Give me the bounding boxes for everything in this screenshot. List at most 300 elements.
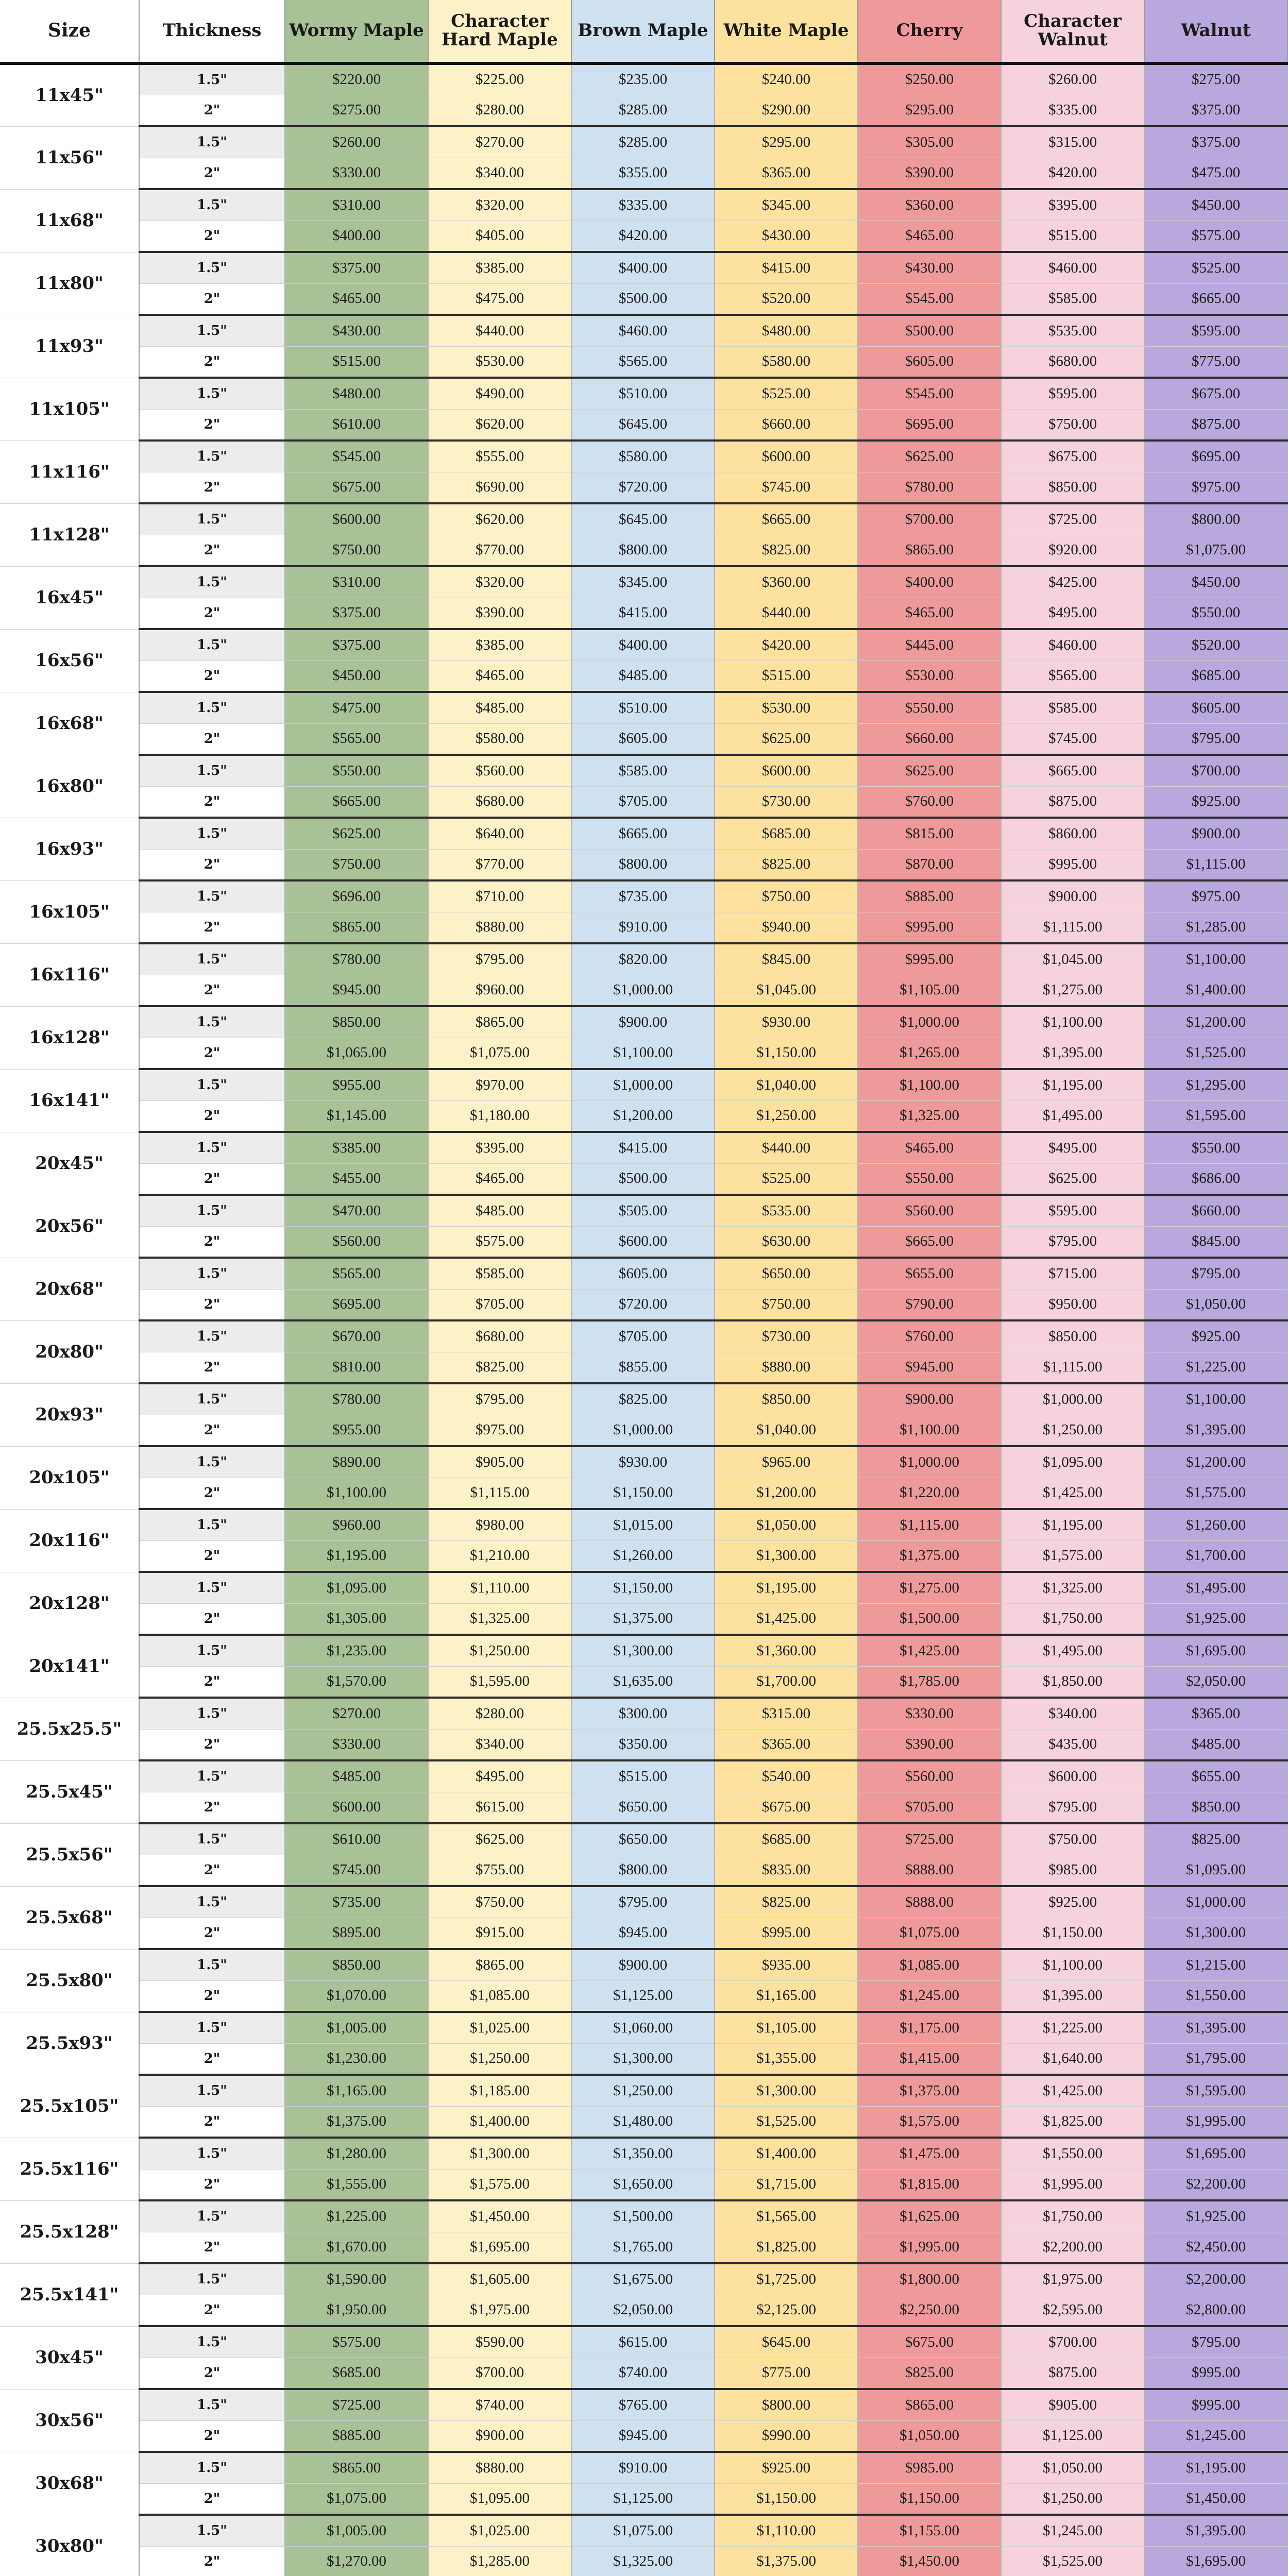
cherry-price-cell: $1,075.00: [858, 1918, 1001, 1949]
character-hard-maple-price-cell: $680.00: [428, 786, 571, 818]
table-row: [0, 2326, 1287, 2358]
character-walnut-price-cell: $625.00: [1001, 1163, 1144, 1195]
brown-maple-price-cell: $600.00: [571, 1226, 715, 1258]
size-cell: 16x141": [0, 1069, 139, 1132]
thickness-cell: 2": [139, 1918, 285, 1949]
character-hard-maple-price-cell: $590.00: [428, 2326, 571, 2358]
cherry-price-cell: $760.00: [858, 1320, 1001, 1352]
wormy-maple-price-cell: $1,095.00: [285, 1572, 428, 1603]
white-maple-price-cell: $1,400.00: [715, 2138, 858, 2169]
size-cell: 20x116": [0, 1509, 139, 1572]
brown-maple-price-cell: $1,300.00: [571, 2043, 715, 2075]
thickness-cell: 2": [139, 912, 285, 943]
table-row: [0, 2263, 1287, 2295]
walnut-price-cell: $995.00: [1144, 2389, 1287, 2420]
cherry-price-cell: $1,375.00: [858, 2075, 1001, 2106]
brown-maple-price-cell: $795.00: [571, 1886, 715, 1918]
wormy-maple-price-cell: $600.00: [285, 1792, 428, 1823]
character-walnut-price-cell: $315.00: [1001, 126, 1144, 158]
wormy-maple-price-cell: $696.00: [285, 880, 428, 912]
wormy-maple-price-cell: $865.00: [285, 2452, 428, 2483]
walnut-header-label: Walnut: [1181, 20, 1251, 41]
wormy-maple-price-cell: $310.00: [285, 189, 428, 221]
cherry-price-cell: $900.00: [858, 1383, 1001, 1415]
walnut-price-cell: $595.00: [1144, 315, 1287, 346]
white-maple-price-cell: $1,375.00: [715, 2546, 858, 2576]
character-hard-maple-price-cell: $1,605.00: [428, 2263, 571, 2295]
character-walnut-price-cell: $460.00: [1001, 252, 1144, 283]
character-hard-maple-price-cell: $280.00: [428, 1698, 571, 1729]
walnut-price-cell: $1,200.00: [1144, 1446, 1287, 1478]
white-maple-price-cell: $1,105.00: [715, 2012, 858, 2043]
white-maple-price-cell: $1,165.00: [715, 1980, 858, 2012]
cherry-price-cell: $390.00: [858, 158, 1001, 189]
table-row: [0, 1038, 1287, 1069]
cherry-price-cell: $1,800.00: [858, 2263, 1001, 2295]
table-row: [0, 943, 1287, 975]
character-hard-maple-price-cell: $1,250.00: [428, 1635, 571, 1666]
character-walnut-price-cell: $1,750.00: [1001, 2200, 1144, 2232]
table-row: [0, 440, 1287, 472]
character-walnut-price-cell: $585.00: [1001, 692, 1144, 723]
size-cell: 20x128": [0, 1572, 139, 1635]
white-maple-price-cell: $750.00: [715, 880, 858, 912]
thickness-cell: 1.5": [139, 252, 285, 283]
thickness-cell: 1.5": [139, 2515, 285, 2546]
brown-maple-price-cell: $650.00: [571, 1823, 715, 1855]
wormy-maple-price-cell: $475.00: [285, 692, 428, 723]
table-row: [0, 755, 1287, 786]
size-column-header: [0, 0, 139, 63]
brown-maple-price-cell: $720.00: [571, 472, 715, 503]
white-maple-price-cell: $345.00: [715, 189, 858, 221]
wormy-maple-price-cell: $1,195.00: [285, 1540, 428, 1572]
table-row: [0, 2515, 1287, 2546]
size-cell: 16x128": [0, 1006, 139, 1069]
white-maple-price-cell: $580.00: [715, 346, 858, 378]
brown-maple-price-cell: $1,500.00: [571, 2200, 715, 2232]
walnut-price-cell: $2,050.00: [1144, 1666, 1287, 1698]
character-walnut-price-cell: $1,425.00: [1001, 2075, 1144, 2106]
character-hard-maple-price-cell: $1,400.00: [428, 2106, 571, 2138]
character-walnut-price-cell: $585.00: [1001, 283, 1144, 315]
wormy-maple-price-cell: $1,375.00: [285, 2106, 428, 2138]
walnut-price-cell: $1,695.00: [1144, 2138, 1287, 2169]
table-row: [0, 2232, 1287, 2263]
character-walnut-price-cell: $420.00: [1001, 158, 1144, 189]
thickness-cell: 1.5": [139, 566, 285, 598]
character-walnut-price-cell: $1,495.00: [1001, 1100, 1144, 1132]
white-maple-price-cell: $935.00: [715, 1949, 858, 1980]
thickness-cell: 1.5": [139, 1195, 285, 1226]
cherry-price-cell: $550.00: [858, 1163, 1001, 1195]
character-walnut-price-cell: $1,825.00: [1001, 2106, 1144, 2138]
thickness-cell: 2": [139, 472, 285, 503]
cherry-price-cell: $1,100.00: [858, 1415, 1001, 1446]
size-cell: 20x93": [0, 1383, 139, 1446]
table-row: [0, 1666, 1287, 1698]
white-maple-header-label: White Maple: [723, 20, 849, 41]
character-hard-maple-price-cell: $680.00: [428, 1320, 571, 1352]
wormy-maple-price-cell: $550.00: [285, 755, 428, 786]
white-maple-price-cell: $825.00: [715, 1886, 858, 1918]
brown-maple-column-header: [571, 0, 715, 63]
table-row: [0, 818, 1287, 849]
brown-maple-price-cell: $415.00: [571, 598, 715, 629]
cherry-price-cell: $625.00: [858, 755, 1001, 786]
brown-maple-price-cell: $510.00: [571, 378, 715, 409]
character-walnut-price-cell: $795.00: [1001, 1792, 1144, 1823]
white-maple-price-cell: $685.00: [715, 1823, 858, 1855]
walnut-price-cell: $1,225.00: [1144, 1352, 1287, 1383]
cherry-price-cell: $530.00: [858, 660, 1001, 692]
brown-maple-price-cell: $645.00: [571, 503, 715, 535]
header-row: [0, 0, 1287, 63]
table-row: [0, 975, 1287, 1006]
wormy-maple-price-cell: $1,235.00: [285, 1635, 428, 1666]
table-row: [0, 1635, 1287, 1666]
white-maple-price-cell: $650.00: [715, 1258, 858, 1289]
thickness-cell: 1.5": [139, 1069, 285, 1100]
white-maple-price-cell: $315.00: [715, 1698, 858, 1729]
cherry-price-cell: $780.00: [858, 472, 1001, 503]
character-hard-maple-price-cell: $390.00: [428, 598, 571, 629]
thickness-cell: 1.5": [139, 2012, 285, 2043]
character-hard-maple-price-cell: $710.00: [428, 880, 571, 912]
character-hard-maple-price-cell: $1,095.00: [428, 2483, 571, 2515]
white-maple-price-cell: $990.00: [715, 2420, 858, 2452]
walnut-price-cell: $485.00: [1144, 1729, 1287, 1760]
size-cell: 25.5x93": [0, 2012, 139, 2075]
white-maple-price-cell: $665.00: [715, 503, 858, 535]
table-row: [0, 1509, 1287, 1540]
brown-maple-price-cell: $1,060.00: [571, 2012, 715, 2043]
size-cell: 25.5x105": [0, 2075, 139, 2138]
thickness-cell: 2": [139, 1226, 285, 1258]
brown-maple-price-cell: $740.00: [571, 2358, 715, 2389]
character-hard-maple-price-cell: $1,595.00: [428, 1666, 571, 1698]
thickness-cell: 2": [139, 2358, 285, 2389]
brown-maple-price-cell: $800.00: [571, 849, 715, 880]
table-row: [0, 503, 1287, 535]
thickness-cell: 1.5": [139, 2263, 285, 2295]
size-cell: 25.5x56": [0, 1823, 139, 1886]
cherry-price-cell: $1,245.00: [858, 1980, 1001, 2012]
character-hard-maple-price-cell: $980.00: [428, 1509, 571, 1540]
cherry-price-cell: $1,150.00: [858, 2483, 1001, 2515]
table-row: [0, 1006, 1287, 1038]
white-maple-price-cell: $630.00: [715, 1226, 858, 1258]
character-walnut-price-cell: $985.00: [1001, 1855, 1144, 1886]
brown-maple-price-cell: $1,635.00: [571, 1666, 715, 1698]
character-walnut-price-cell: $1,150.00: [1001, 1918, 1144, 1949]
walnut-price-cell: $665.00: [1144, 283, 1287, 315]
brown-maple-price-cell: $285.00: [571, 95, 715, 126]
wormy-maple-header-label: Wormy Maple: [289, 20, 424, 41]
character-walnut-price-cell: $340.00: [1001, 1698, 1144, 1729]
walnut-price-cell: $655.00: [1144, 1760, 1287, 1792]
brown-maple-price-cell: $500.00: [571, 283, 715, 315]
thickness-cell: 1.5": [139, 1760, 285, 1792]
thickness-cell: 2": [139, 1163, 285, 1195]
table-row: [0, 1886, 1287, 1918]
brown-maple-price-cell: $510.00: [571, 692, 715, 723]
wormy-maple-price-cell: $955.00: [285, 1415, 428, 1446]
wormy-maple-price-cell: $260.00: [285, 126, 428, 158]
wormy-maple-price-cell: $1,100.00: [285, 1478, 428, 1509]
wormy-maple-price-cell: $485.00: [285, 1760, 428, 1792]
character-hard-maple-price-cell: $700.00: [428, 2358, 571, 2389]
cherry-price-cell: $400.00: [858, 566, 1001, 598]
wormy-maple-price-cell: $1,230.00: [285, 2043, 428, 2075]
character-walnut-price-cell: $905.00: [1001, 2389, 1144, 2420]
character-hard-maple-price-cell: $620.00: [428, 503, 571, 535]
cherry-price-cell: $1,100.00: [858, 1069, 1001, 1100]
brown-maple-price-cell: $1,150.00: [571, 1572, 715, 1603]
white-maple-price-cell: $600.00: [715, 440, 858, 472]
walnut-price-cell: $1,395.00: [1144, 2515, 1287, 2546]
wormy-maple-price-cell: $515.00: [285, 346, 428, 378]
brown-maple-price-cell: $765.00: [571, 2389, 715, 2420]
brown-maple-price-cell: $300.00: [571, 1698, 715, 1729]
character-hard-maple-price-cell: $1,250.00: [428, 2043, 571, 2075]
size-cell: 25.5x128": [0, 2200, 139, 2263]
walnut-price-cell: $925.00: [1144, 1320, 1287, 1352]
white-maple-price-cell: $420.00: [715, 629, 858, 660]
character-walnut-price-cell: $1,115.00: [1001, 912, 1144, 943]
cherry-price-cell: $1,375.00: [858, 1540, 1001, 1572]
thickness-cell: 2": [139, 849, 285, 880]
walnut-price-cell: $275.00: [1144, 63, 1287, 95]
walnut-price-cell: $550.00: [1144, 1132, 1287, 1163]
thickness-cell: 1.5": [139, 315, 285, 346]
character-walnut-price-cell: $1,125.00: [1001, 2420, 1144, 2452]
thickness-cell: 2": [139, 2106, 285, 2138]
walnut-price-cell: $1,300.00: [1144, 1918, 1287, 1949]
size-cell: 11x128": [0, 503, 139, 566]
wormy-maple-price-cell: $750.00: [285, 849, 428, 880]
cherry-price-cell: $360.00: [858, 189, 1001, 221]
brown-maple-price-cell: $820.00: [571, 943, 715, 975]
character-hard-maple-price-cell: $620.00: [428, 409, 571, 440]
character-hard-maple-price-cell: $475.00: [428, 283, 571, 315]
brown-maple-price-cell: $580.00: [571, 440, 715, 472]
brown-maple-price-cell: $505.00: [571, 1195, 715, 1226]
brown-maple-price-cell: $1,075.00: [571, 2515, 715, 2546]
wormy-maple-price-cell: $450.00: [285, 660, 428, 692]
thickness-cell: 2": [139, 1666, 285, 1698]
thickness-cell: 2": [139, 975, 285, 1006]
white-maple-price-cell: $930.00: [715, 1006, 858, 1038]
walnut-price-cell: $1,700.00: [1144, 1540, 1287, 1572]
white-maple-price-cell: $480.00: [715, 315, 858, 346]
wormy-maple-price-cell: $545.00: [285, 440, 428, 472]
thickness-cell: 1.5": [139, 2075, 285, 2106]
wormy-maple-price-cell: $665.00: [285, 786, 428, 818]
wormy-maple-price-cell: $385.00: [285, 1132, 428, 1163]
cherry-price-cell: $1,275.00: [858, 1572, 1001, 1603]
cherry-header-label: Cherry: [896, 20, 963, 41]
character-walnut-column-header: [1001, 0, 1144, 63]
thickness-cell: 1.5": [139, 1446, 285, 1478]
brown-maple-price-cell: $705.00: [571, 786, 715, 818]
white-maple-price-cell: $730.00: [715, 786, 858, 818]
character-hard-maple-price-cell: $865.00: [428, 1006, 571, 1038]
walnut-price-cell: $575.00: [1144, 221, 1287, 252]
character-walnut-price-cell: $795.00: [1001, 1226, 1144, 1258]
table-row: [0, 1855, 1287, 1886]
walnut-price-cell: $1,285.00: [1144, 912, 1287, 943]
cherry-price-cell: $700.00: [858, 503, 1001, 535]
wormy-maple-price-cell: $895.00: [285, 1918, 428, 1949]
brown-maple-price-cell: $900.00: [571, 1949, 715, 1980]
white-maple-price-cell: $290.00: [715, 95, 858, 126]
wormy-maple-price-cell: $1,005.00: [285, 2515, 428, 2546]
table-row: [0, 1918, 1287, 1949]
cherry-price-cell: $390.00: [858, 1729, 1001, 1760]
thickness-cell: 1.5": [139, 1698, 285, 1729]
cherry-price-cell: $545.00: [858, 378, 1001, 409]
wormy-maple-price-cell: $1,145.00: [285, 1100, 428, 1132]
size-cell: 25.5x45": [0, 1760, 139, 1823]
character-hard-maple-price-cell: $580.00: [428, 723, 571, 755]
character-walnut-price-cell: $750.00: [1001, 1823, 1144, 1855]
cherry-price-cell: $665.00: [858, 1226, 1001, 1258]
cherry-price-cell: $2,250.00: [858, 2295, 1001, 2326]
white-maple-price-cell: $745.00: [715, 472, 858, 503]
wormy-maple-price-cell: $695.00: [285, 1289, 428, 1320]
character-walnut-price-cell: $920.00: [1001, 535, 1144, 566]
walnut-price-cell: $520.00: [1144, 629, 1287, 660]
white-maple-price-cell: $1,355.00: [715, 2043, 858, 2075]
white-maple-price-cell: $1,150.00: [715, 1038, 858, 1069]
size-cell: 11x116": [0, 440, 139, 503]
wormy-maple-price-cell: $865.00: [285, 912, 428, 943]
brown-maple-price-cell: $500.00: [571, 1163, 715, 1195]
wormy-maple-price-cell: $275.00: [285, 95, 428, 126]
white-maple-price-cell: $525.00: [715, 1163, 858, 1195]
character-hard-maple-price-cell: $825.00: [428, 1352, 571, 1383]
size-cell: 30x56": [0, 2389, 139, 2452]
table-row: [0, 598, 1287, 629]
table-row: [0, 849, 1287, 880]
wormy-maple-price-cell: $565.00: [285, 723, 428, 755]
thickness-cell: 1.5": [139, 1509, 285, 1540]
walnut-price-cell: $1,075.00: [1144, 535, 1287, 566]
table-row: [0, 1540, 1287, 1572]
table-row: [0, 126, 1287, 158]
wormy-maple-price-cell: $310.00: [285, 566, 428, 598]
brown-maple-price-cell: $350.00: [571, 1729, 715, 1760]
character-walnut-price-cell: $1,550.00: [1001, 2138, 1144, 2169]
cherry-price-cell: $1,575.00: [858, 2106, 1001, 2138]
character-walnut-price-cell: $1,975.00: [1001, 2263, 1144, 2295]
walnut-price-cell: $1,695.00: [1144, 1635, 1287, 1666]
walnut-price-cell: $925.00: [1144, 786, 1287, 818]
wormy-maple-price-cell: $945.00: [285, 975, 428, 1006]
cherry-price-cell: $790.00: [858, 1289, 1001, 1320]
thickness-cell: 1.5": [139, 629, 285, 660]
size-cell: 25.5x116": [0, 2138, 139, 2200]
white-maple-price-cell: $1,300.00: [715, 1540, 858, 1572]
white-maple-price-cell: $995.00: [715, 1918, 858, 1949]
size-cell: 30x45": [0, 2326, 139, 2389]
table-row: [0, 1729, 1287, 1760]
brown-maple-price-cell: $705.00: [571, 1320, 715, 1352]
brown-maple-price-cell: $400.00: [571, 629, 715, 660]
table-row: [0, 880, 1287, 912]
brown-maple-price-cell: $1,000.00: [571, 1415, 715, 1446]
brown-maple-price-cell: $1,375.00: [571, 1603, 715, 1635]
thickness-cell: 2": [139, 1792, 285, 1823]
thickness-cell: 1.5": [139, 1383, 285, 1415]
wormy-maple-price-cell: $885.00: [285, 2420, 428, 2452]
wormy-maple-price-cell: $330.00: [285, 158, 428, 189]
character-hard-maple-price-cell: $1,115.00: [428, 1478, 571, 1509]
walnut-price-cell: $1,595.00: [1144, 2075, 1287, 2106]
brown-maple-price-cell: $1,260.00: [571, 1540, 715, 1572]
walnut-price-cell: $1,095.00: [1144, 1855, 1287, 1886]
brown-maple-price-cell: $1,350.00: [571, 2138, 715, 2169]
wormy-maple-price-cell: $560.00: [285, 1226, 428, 1258]
wormy-maple-price-cell: $400.00: [285, 221, 428, 252]
white-maple-price-cell: $925.00: [715, 2452, 858, 2483]
wormy-maple-price-cell: $1,065.00: [285, 1038, 428, 1069]
character-hard-maple-price-cell: $865.00: [428, 1949, 571, 1980]
thickness-cell: 2": [139, 535, 285, 566]
character-walnut-price-cell: $1,195.00: [1001, 1509, 1144, 1540]
character-walnut-price-cell: $2,200.00: [1001, 2232, 1144, 2263]
cherry-price-cell: $500.00: [858, 315, 1001, 346]
character-hard-maple-price-cell: $1,450.00: [428, 2200, 571, 2232]
white-maple-price-cell: $365.00: [715, 1729, 858, 1760]
size-header-label: Size: [47, 20, 91, 42]
character-hard-maple-price-cell: $555.00: [428, 440, 571, 472]
table-row: [0, 2389, 1287, 2420]
character-walnut-price-cell: $595.00: [1001, 378, 1144, 409]
wormy-maple-price-cell: $1,305.00: [285, 1603, 428, 1635]
brown-maple-price-cell: $855.00: [571, 1352, 715, 1383]
thickness-cell: 2": [139, 221, 285, 252]
character-hard-maple-price-cell: $615.00: [428, 1792, 571, 1823]
white-maple-price-cell: $1,525.00: [715, 2106, 858, 2138]
cherry-price-cell: $1,000.00: [858, 1006, 1001, 1038]
thickness-cell: 2": [139, 1729, 285, 1760]
character-walnut-price-cell: $875.00: [1001, 786, 1144, 818]
size-cell: 20x56": [0, 1195, 139, 1258]
walnut-price-cell: $550.00: [1144, 598, 1287, 629]
wormy-maple-price-cell: $960.00: [285, 1509, 428, 1540]
wormy-maple-price-cell: $270.00: [285, 1698, 428, 1729]
white-maple-price-cell: $850.00: [715, 1383, 858, 1415]
character-hard-maple-price-cell: $320.00: [428, 189, 571, 221]
brown-maple-price-cell: $355.00: [571, 158, 715, 189]
character-hard-maple-price-cell: $280.00: [428, 95, 571, 126]
brown-maple-price-cell: $930.00: [571, 1446, 715, 1478]
size-cell: 11x56": [0, 126, 139, 189]
cherry-price-cell: $625.00: [858, 440, 1001, 472]
walnut-price-cell: $695.00: [1144, 440, 1287, 472]
white-maple-price-cell: $1,700.00: [715, 1666, 858, 1698]
cherry-price-cell: $1,425.00: [858, 1635, 1001, 1666]
table-row: [0, 221, 1287, 252]
wormy-maple-price-cell: $1,570.00: [285, 1666, 428, 1698]
cherry-price-cell: $1,085.00: [858, 1949, 1001, 1980]
walnut-price-cell: $685.00: [1144, 660, 1287, 692]
brown-maple-price-cell: $235.00: [571, 63, 715, 95]
size-cell: 25.5x25.5": [0, 1698, 139, 1760]
walnut-price-cell: $1,925.00: [1144, 1603, 1287, 1635]
